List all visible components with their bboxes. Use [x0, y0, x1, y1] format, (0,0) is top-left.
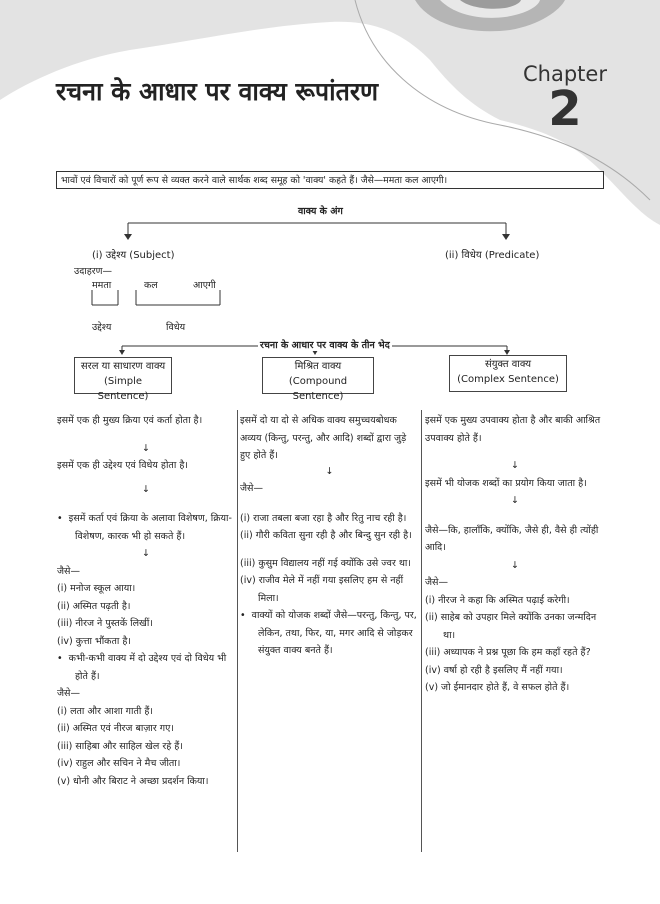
column-compound: [240, 412, 419, 660]
type-compound-hindi: मिश्रित वाक्य: [294, 361, 342, 372]
example-predicate-tag: विधेय: [166, 322, 186, 333]
complex-example: (i) नीरज ने कहा कि अस्मित पढ़ाई करेगी।: [425, 594, 570, 606]
type-simple-hindi: सरल या साधारण वाक्य: [80, 361, 166, 372]
column-divider-2: [421, 410, 422, 852]
subject-label: (i) उद्देश्य (Subject): [92, 250, 175, 261]
example-word-2: कल: [144, 280, 158, 291]
type-compound-english: (Compound Sentence): [288, 376, 348, 402]
simple-example: (iii) नीरज ने पुस्तकें लिखीं।: [57, 618, 153, 629]
type-simple-english: (Simple Sentence): [97, 376, 149, 402]
example-word-1: ममता: [92, 280, 112, 291]
simple-desc-2: इसमें एक ही उद्देश्य एवं विधेय होता है।: [57, 460, 188, 471]
simple-desc-4: • कभी-कभी वाक्य में दो उद्देश्य एवं दो विधेय भी होते हैं।: [57, 653, 227, 682]
compound-example-label: जैसे—: [240, 483, 263, 494]
column-simple: [57, 412, 235, 790]
chapter-number: 2: [548, 81, 582, 137]
complex-example-label: जैसे—: [425, 577, 448, 588]
parts-heading: वाक्य के अंग: [298, 206, 343, 217]
simple-example: (i) मनोज स्कूल आया।: [57, 583, 136, 594]
compound-example: (i) राजा तबला बजा रहा है और रितु नाच रही है।: [240, 512, 407, 524]
column-complex: [425, 412, 605, 697]
complex-example: (v) जो ईमानदार होते हैं, वे सफल होते हैं।: [425, 682, 570, 693]
types-heading: रचना के आधार पर वाक्य के तीन भेद: [260, 340, 390, 351]
complex-example: (iii) अध्यापक ने प्रश्न पूछा कि हम कहाँ रहते हैं?: [425, 647, 591, 658]
type-simple-box: [74, 357, 172, 402]
bullet-icon: •: [57, 513, 63, 524]
simple-example: (iii) साहिबा और साहिल खेल रहे हैं।: [57, 740, 183, 752]
simple-desc-3: • इसमें कर्ता एवं क्रिया के अलावा विशेषण, क्रिया-विशेषण, कारक भी हो सकते हैं।: [57, 513, 232, 542]
type-complex-box: [449, 355, 567, 392]
page-title: रचना के आधार पर वाक्य रूपांतरण: [56, 77, 379, 106]
type-complex-hindi: संयुक्त वाक्य: [484, 359, 532, 370]
simple-example: (v) धोनी और बिराट ने अच्छा प्रदर्शन किया।: [57, 775, 209, 787]
arrow-icon: ↓: [142, 548, 150, 559]
simple-example-label: जैसे—: [57, 565, 80, 577]
simple-example: (ii) अस्मित एवं नीरज बाज़ार गए।: [57, 723, 174, 734]
example-word-3: आएगी: [193, 280, 216, 291]
type-compound-box: [262, 357, 374, 402]
simple-example: (iv) राहुल और सचिन ने मैच जीता।: [57, 758, 181, 769]
definition-box: भावों एवं विचारों को पूर्ण रूप से व्यक्त करने वाले सार्थक शब्द समूह को 'वाक्य' कहते हैं। जैसे—ममता कल आएगी।: [56, 171, 604, 189]
simple-example: (ii) अस्मित पढ़ती है।: [57, 600, 131, 612]
arrow-icon: ↓: [511, 460, 519, 471]
compound-desc-2: • वाक्यों को योजक शब्दों जैसे—परन्तु, किन्तु, पर, लेकिन, तथा, फिर, या, मगर आदि से जोड़कर संयुक्त वाक्य बनते हैं।: [240, 610, 417, 656]
compound-example: (iv) राजीव मेले में नहीं गया इसलिए हम से नहीं मिला।: [240, 575, 404, 604]
predicate-label: (ii) विधेय (Predicate): [445, 250, 540, 261]
type-complex-english: (Complex Sentence): [457, 374, 559, 385]
example-label: उदाहरण—: [74, 266, 113, 277]
complex-example: (iv) वर्षा हो रही है इसलिए मैं नहीं गया।: [425, 664, 563, 676]
simple-example-label-2: जैसे—: [57, 688, 80, 699]
example-subject-tag: उद्देश्य: [92, 322, 112, 333]
complex-desc-3: जैसे—कि, हालाँकि, क्योंकि, जैसे ही, वैसे ही त्योंही आदि।: [425, 524, 599, 553]
arrow-icon: ↓: [142, 483, 150, 495]
bullet-icon: •: [57, 653, 63, 664]
complex-desc-2: इसमें भी योजक शब्दों का प्रयोग किया जाता है।: [425, 477, 587, 489]
chapter-label: Chapter: [523, 62, 607, 86]
arrow-icon: ↓: [142, 442, 150, 454]
compound-desc-1: इसमें दो या दो से अधिक वाक्य समुच्चयबोधक अव्यय (किन्तु, परन्तु, और आदि) शब्दों द्वारा जुड़े हुए होते हैं।: [240, 415, 407, 461]
arrow-icon: ↓: [325, 465, 334, 477]
arrow-icon: ↓: [511, 495, 519, 506]
column-divider-1: [237, 410, 238, 852]
compound-example: (ii) गौरी कविता सुना रही है और बिन्दु सुन रही है।: [240, 530, 412, 541]
simple-example: (i) लता और आशा गाती हैं।: [57, 705, 154, 717]
bullet-icon: •: [240, 610, 246, 621]
compound-example: (iii) कुसुम विद्यालय नहीं गई क्योंकि उसे ज्वर था।: [240, 557, 411, 569]
complex-desc-1: इसमें एक मुख्य उपवाक्य होता है और बाकी आश्रित उपवाक्य होते हैं।: [425, 415, 601, 444]
simple-example: (iv) कुत्ता भौंकता है।: [57, 635, 132, 647]
arrow-icon: ↓: [511, 559, 519, 571]
complex-example: (ii) साहेब को उपहार मिले क्योंकि उनका जन्मदिन था।: [425, 612, 597, 641]
simple-desc-1: इसमें एक ही मुख्य क्रिया एवं कर्ता होता है।: [57, 415, 203, 426]
